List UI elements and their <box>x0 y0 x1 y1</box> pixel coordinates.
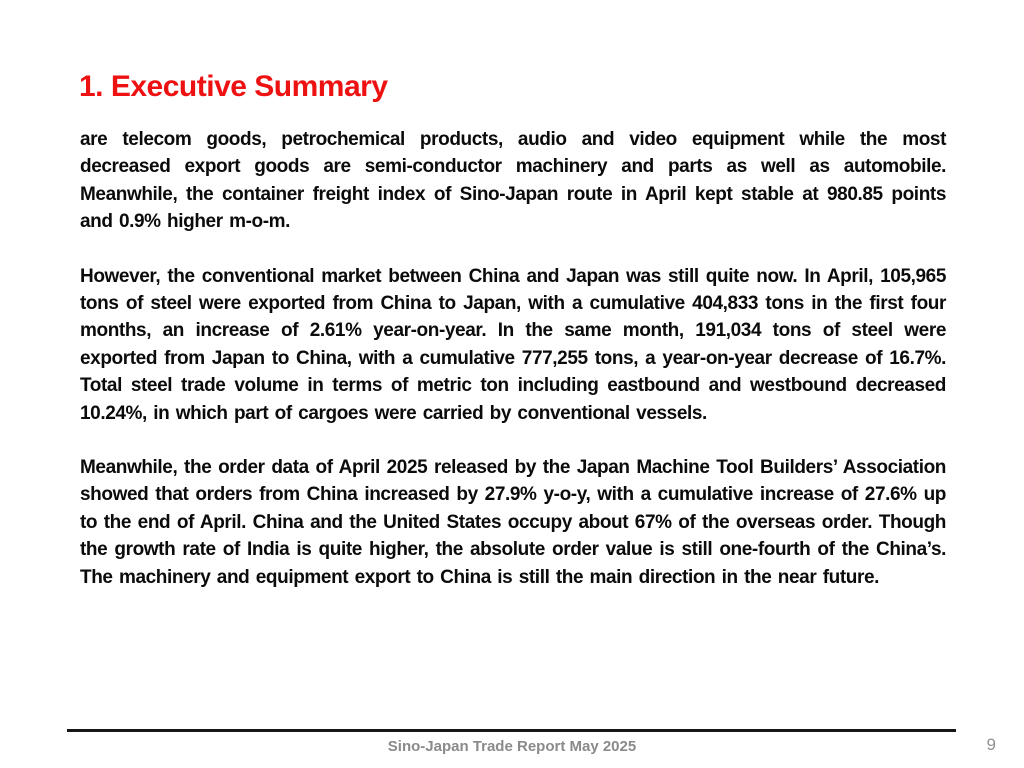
footer-divider <box>67 729 956 732</box>
paragraph-3: Meanwhile, the order data of April 2025 released by the Japan Machine Tool Builders’ Association showed that orders from China increased by 27.9% y-o-y, with a cumulative increase of 27.6% up to the end of April. China and the United States occupy about 67% of the overseas order. Though the growth rate of India is quite higher, the absolute order value is still one-fourth of the China’s. The machinery and equipment export to China is still the main direction in the near future. <box>80 457 946 588</box>
footer-title: Sino-Japan Trade Report May 2025 <box>387 738 637 755</box>
paragraph-1: are telecom goods, petrochemical products, audio and video equipment while the most decreased export goods are semi-conductor machinery and parts as well as automobile. Meanwhile, the container freight index of Sino-Japan route in April kept stable at 980.85 points and 0.9% higher m-o-m. <box>80 129 946 233</box>
page-number: 9 <box>986 735 996 754</box>
page-title: 1. Executive Summary <box>79 70 388 103</box>
body-text <box>80 126 946 618</box>
paragraph-2: However, the conventional market between China and Japan was still quite now. In April, 105,965 tons of steel were exported from China to Japan, with a cumulative 404,833 tons in the first four months, an increase of 2.61% year-on-year. In the same month, 191,034 tons of steel were exported from Japan to China, with a cumulative 777,255 tons, a year-on-year decrease of 16.7%. Total steel trade volume in terms of metric ton including eastbound and westbound decreased 10.24%, in which part of cargoes were carried by conventional vessels. <box>80 265 946 424</box>
